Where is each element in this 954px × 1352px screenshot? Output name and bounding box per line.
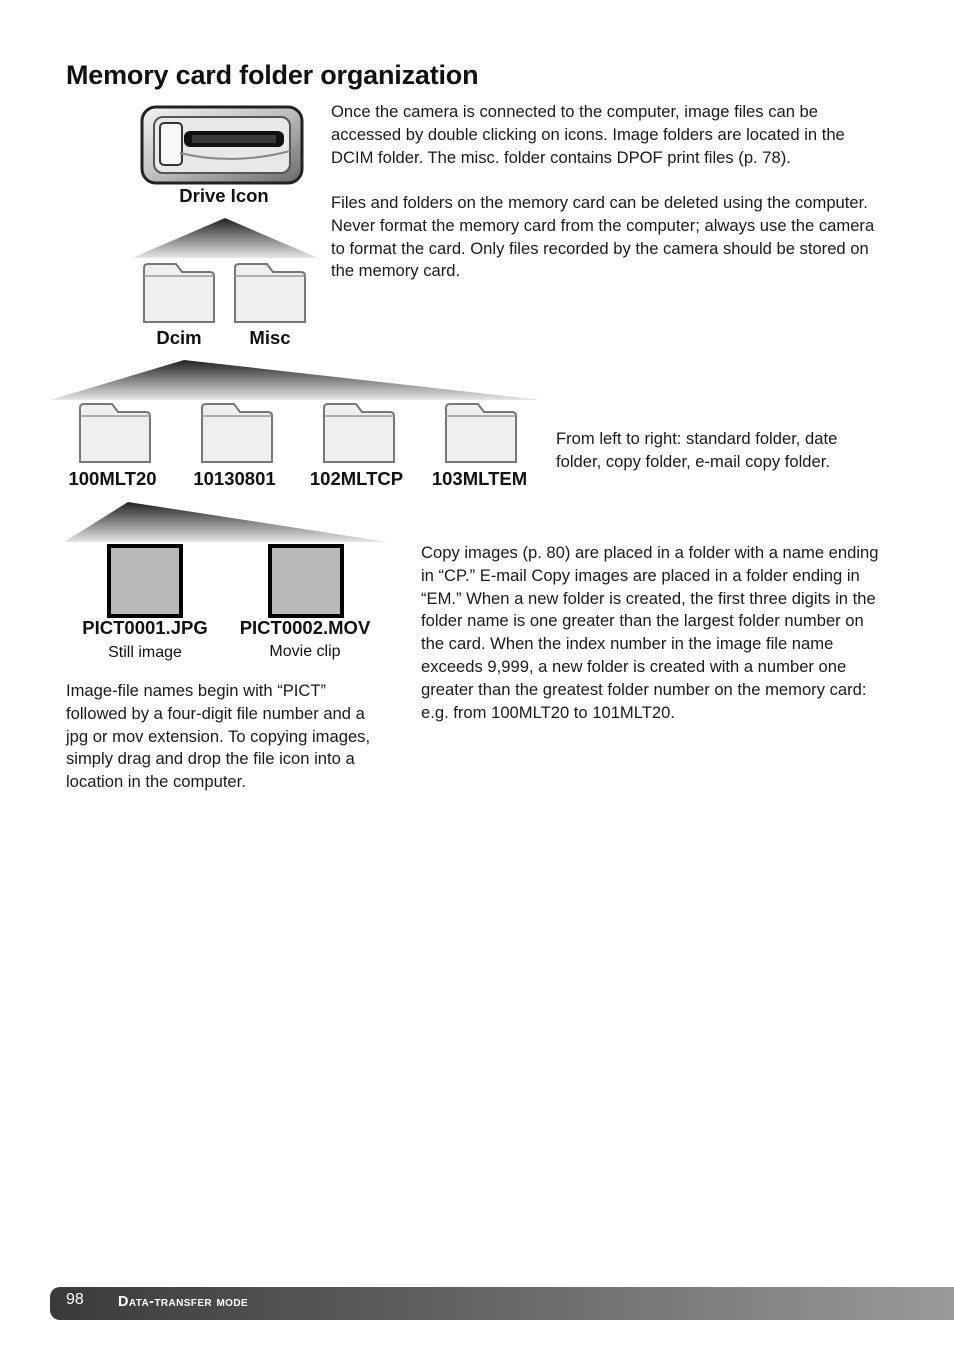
image-file-icon[interactable]	[107, 544, 183, 618]
file-label: PICT0002.MOV	[239, 617, 371, 638]
drive-label: Drive Icon	[179, 185, 269, 206]
page-number: 98	[66, 1291, 84, 1308]
copy-images-note: Copy images (p. 80) are placed in a folder with a name ending in “CP.” E-mail Copy images are placed in a folder ending in “EM.” When a new folder is created, the first three digits in the folder name is one greater than the largest folder number on the card. When the index number in the image file name exceeds 9,999, a new folder is created with a number one greater than the greatest folder number on the memory card: e.g. from 100MLT20 to 101MLT20.	[421, 543, 879, 722]
folder-label: 102MLTCP	[309, 468, 404, 489]
folder-icon[interactable]	[200, 402, 274, 464]
folder-label: 100MLT20	[68, 468, 157, 489]
page-title: Memory card folder organization	[66, 60, 479, 90]
movie-file-icon[interactable]	[268, 544, 344, 618]
folder-types-note: From left to right: standard folder, date folder, copy folder, e-mail copy folder.	[556, 429, 838, 471]
file-label: PICT0001.JPG	[82, 617, 208, 638]
folder-label: 10130801	[193, 468, 276, 489]
folder-icon[interactable]	[322, 402, 396, 464]
folder-icon[interactable]	[233, 262, 307, 324]
file-caption: Still image	[108, 644, 182, 661]
folder-icon[interactable]	[78, 402, 152, 464]
file-caption: Movie clip	[269, 643, 341, 660]
file-names-note: Image-file names begin with “PICT” followed by a four-digit file number and a jpg or mov extension. To copying images, simply drag and drop the file icon into a location in the computer.	[66, 681, 371, 792]
folder-icon[interactable]	[444, 402, 518, 464]
folder-label: Misc	[249, 327, 291, 348]
hierarchy-connector	[64, 502, 388, 542]
folder-label: 103MLTEM	[431, 468, 528, 489]
intro-paragraph: Files and folders on the memory card can be deleted using the computer. Never format the memory card from the computer; always use the camera to format the card. Only files recorded by the camera should be stored on the memory card.	[331, 193, 875, 281]
folder-icon[interactable]	[142, 262, 216, 324]
folder-label: Dcim	[156, 327, 202, 348]
section-title: Data-transfer mode	[118, 1294, 249, 1310]
hierarchy-connector	[50, 360, 542, 400]
drive-icon[interactable]	[140, 103, 306, 187]
intro-paragraph: Once the camera is connected to the computer, image files can be accessed by double clicking on icons. Image folders are located in the DCIM folder. The misc. folder contains DPOF print files (p. 78).	[331, 102, 845, 167]
hierarchy-connector	[132, 218, 318, 258]
